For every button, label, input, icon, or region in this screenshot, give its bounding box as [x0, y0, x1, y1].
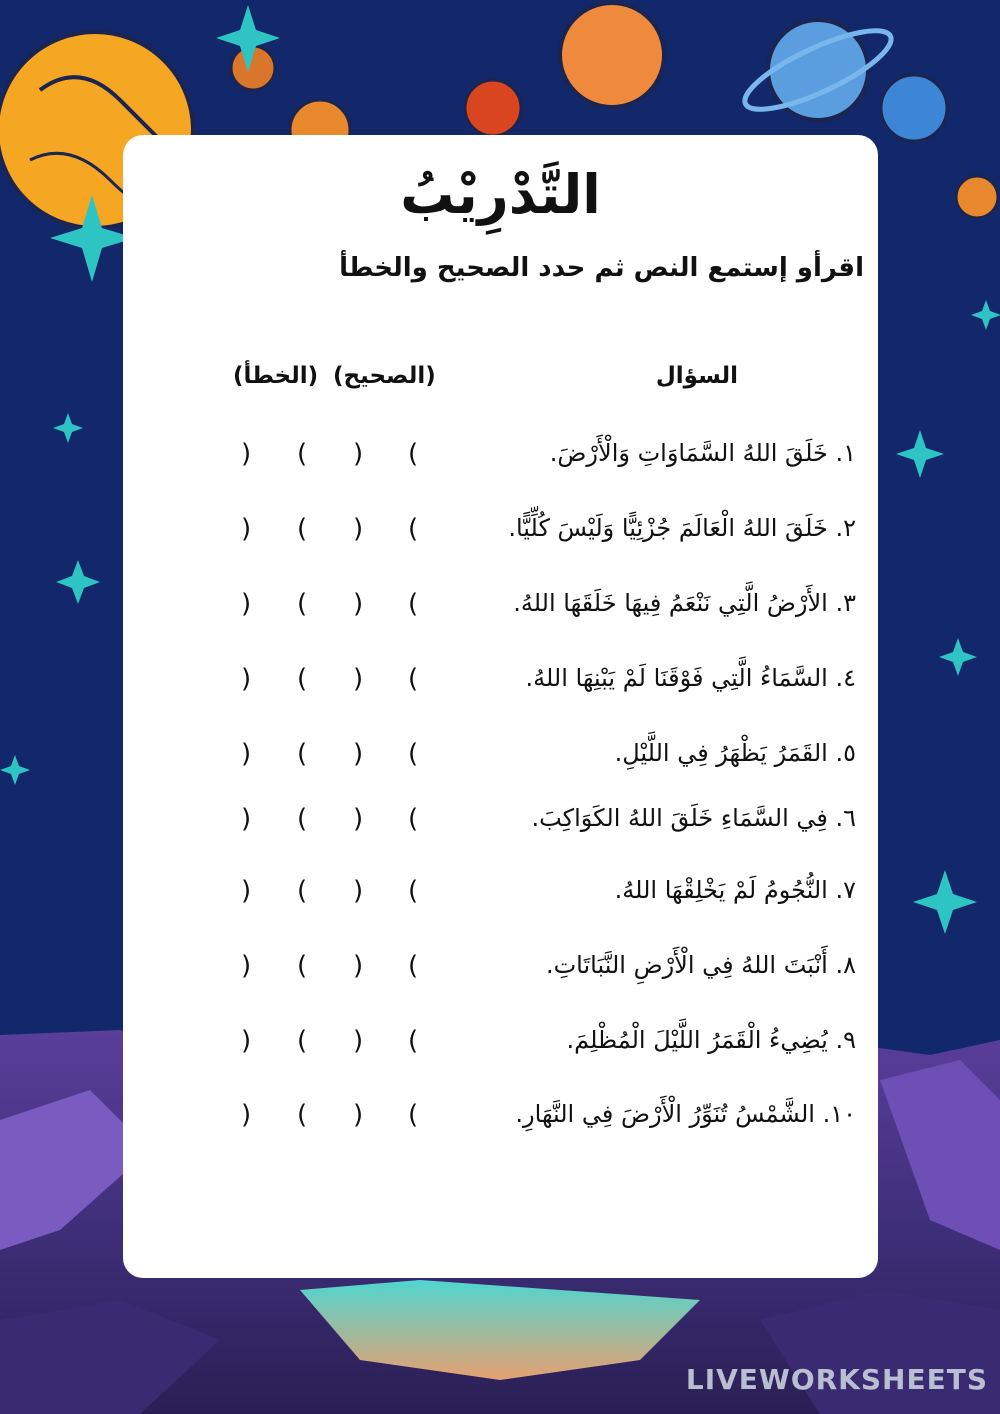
true-answer-close-paren: ): [353, 951, 364, 981]
true-answer-open-paren[interactable]: (: [408, 589, 419, 619]
header-true: (الصحيح): [333, 363, 436, 389]
worksheet-card: [123, 135, 878, 1278]
instruction-text: اقرأو إستمع النص ثم حدد الصحيح والخطأ: [339, 253, 864, 283]
true-answer-open-paren[interactable]: (: [408, 951, 419, 981]
false-answer-open-paren[interactable]: (: [297, 514, 308, 544]
false-answer-close-paren: ): [241, 876, 252, 906]
false-answer-close-paren: ): [241, 739, 252, 769]
question-text: ٨. أَنْبَتَ اللهُ فِي الْأَرْضِ النَّبَاتَاتِ.: [545, 951, 856, 979]
false-answer-close-paren: ): [241, 439, 252, 469]
true-answer-close-paren: ): [353, 1026, 364, 1056]
question-text: ٩. يُضِيءُ الْقَمَرُ اللَّيْلَ الْمُظْلِمَ.: [566, 1026, 856, 1054]
false-answer-open-paren[interactable]: (: [297, 1100, 308, 1130]
false-answer-close-paren: ): [241, 589, 252, 619]
false-answer-open-paren[interactable]: (: [297, 739, 308, 769]
true-answer-open-paren[interactable]: (: [408, 1026, 419, 1056]
question-text: ١. خَلَقَ اللهُ السَّمَاوَاتِ وَالْأَرْضَ.: [549, 439, 856, 467]
false-answer-close-paren: ): [241, 951, 252, 981]
question-text: ٢. خَلَقَ اللهُ الْعَالَمَ جُزْئِيًّا وَلَيْسَ كُلِّيًّا.: [508, 514, 856, 542]
false-answer-open-paren[interactable]: (: [297, 589, 308, 619]
question-text: ٧. النُّجُومُ لَمْ يَخْلِقْهَا اللهُ.: [614, 876, 856, 904]
true-answer-open-paren[interactable]: (: [408, 739, 419, 769]
true-answer-close-paren: ): [353, 739, 364, 769]
true-answer-open-paren[interactable]: (: [408, 439, 419, 469]
question-row: [123, 1022, 878, 1072]
false-answer-close-paren: ): [241, 1100, 252, 1130]
true-answer-open-paren[interactable]: (: [408, 664, 419, 694]
false-answer-open-paren[interactable]: (: [297, 804, 308, 834]
true-answer-close-paren: ): [353, 1100, 364, 1130]
true-answer-close-paren: ): [353, 876, 364, 906]
false-answer-open-paren[interactable]: (: [297, 951, 308, 981]
question-row: [123, 735, 878, 785]
question-row: [123, 585, 878, 635]
true-answer-close-paren: ): [353, 664, 364, 694]
false-answer-open-paren[interactable]: (: [297, 664, 308, 694]
question-text: ١٠. الشَّمْسُ تُنَوِّرُ الْأَرْضَ فِي النَّهَارِ.: [515, 1100, 856, 1128]
true-answer-open-paren[interactable]: (: [408, 804, 419, 834]
true-answer-open-paren[interactable]: (: [408, 514, 419, 544]
liveworksheets-watermark: LIVEWORKSHEETS: [685, 1363, 988, 1396]
false-answer-close-paren: ): [241, 804, 252, 834]
true-answer-open-paren[interactable]: (: [408, 1100, 419, 1130]
true-answer-close-paren: ): [353, 589, 364, 619]
question-text: ٥. القَمَرُ يَظْهَرُ فِي اللَّيْلِ.: [614, 739, 856, 767]
false-answer-close-paren: ): [241, 664, 252, 694]
question-text: ٣. الأَرْضُ الَّتِي نَنْعَمُ فِيهَا خَلَقَهَا اللهُ.: [513, 589, 856, 617]
false-answer-close-paren: ): [241, 514, 252, 544]
question-row: [123, 660, 878, 710]
false-answer-close-paren: ): [241, 1026, 252, 1056]
question-row: [123, 510, 878, 560]
question-text: ٦. فِي السَّمَاءِ خَلَقَ اللهُ الكَوَاكِبَ.: [531, 804, 856, 832]
true-answer-close-paren: ): [353, 804, 364, 834]
question-row: [123, 800, 878, 850]
question-row: [123, 1096, 878, 1146]
true-answer-close-paren: ): [353, 514, 364, 544]
question-text: ٤. السَّمَاءُ الَّتِي فَوْقَنَا لَمْ يَبْنِهَا اللهُ.: [525, 664, 856, 692]
question-row: [123, 435, 878, 485]
true-answer-close-paren: ): [353, 439, 364, 469]
false-answer-open-paren[interactable]: (: [297, 1026, 308, 1056]
worksheet-title: التَّدْرِيْبُ: [400, 163, 601, 226]
question-row: [123, 947, 878, 997]
true-answer-open-paren[interactable]: (: [408, 876, 419, 906]
false-answer-open-paren[interactable]: (: [297, 876, 308, 906]
header-question: السؤال: [655, 363, 738, 389]
question-row: [123, 872, 878, 922]
header-false: (الخطأ): [233, 363, 319, 389]
false-answer-open-paren[interactable]: (: [297, 439, 308, 469]
